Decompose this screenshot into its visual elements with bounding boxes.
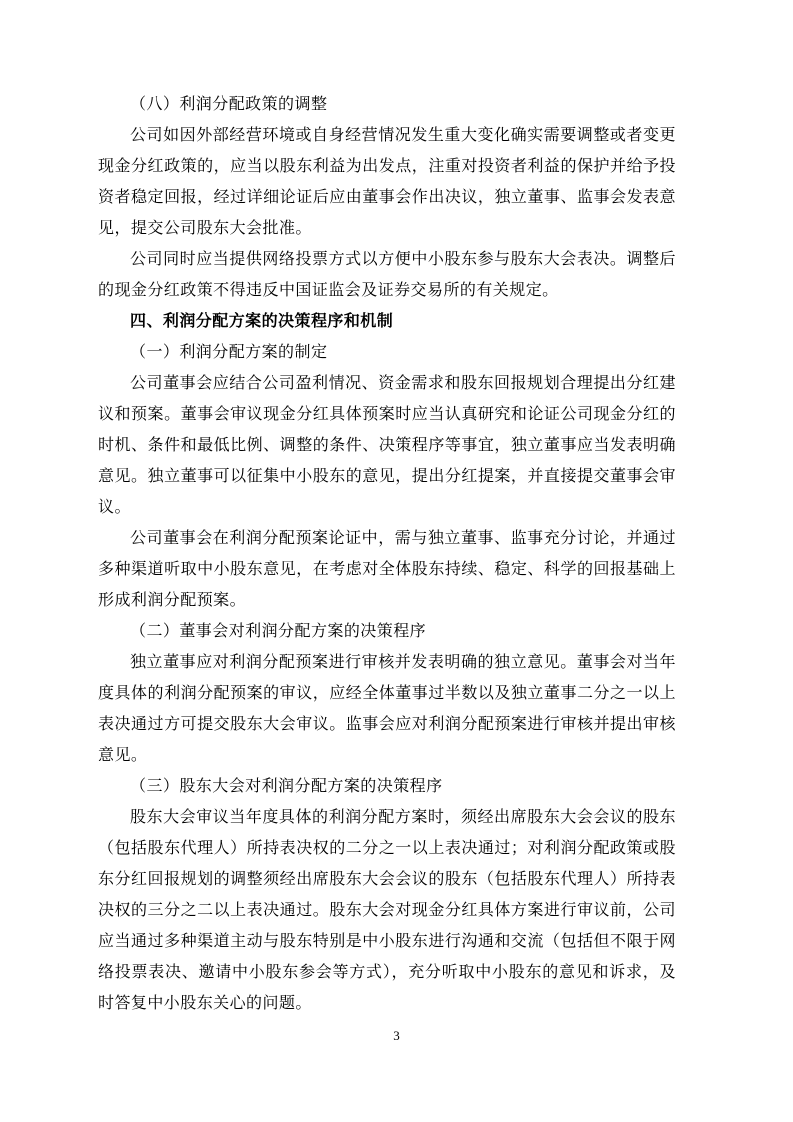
paragraph-plan-formulation-2: 公司董事会在利润分配预案论证中，需与独立董事、监事充分讨论，并通过多种渠道听取中小股东意见，在考虑对全体股东持续、稳定、科学的回报基础上形成利润分配预案。 xyxy=(98,530,676,609)
subheading-3-shareholders-meeting-procedure: （三）股东大会对利润分配方案的决策程序 xyxy=(130,778,443,795)
paragraph-policy-adjustment-2: 公司同时应当提供网络投票方式以方便中小股东参与股东大会表决。调整后的现金分红政策不得违反中国证监会及证券交易所的有关规定。 xyxy=(98,251,676,299)
subheading-8-policy-adjustment: （八）利润分配政策的调整 xyxy=(130,96,328,113)
document-body xyxy=(98,89,676,1019)
subheading-2-board-procedure: （二）董事会对利润分配方案的决策程序 xyxy=(130,623,427,640)
paragraph-plan-formulation-1: 公司董事会应结合公司盈利情况、资金需求和股东回报规划合理提出分红建议和预案。董事会审议现金分红具体预案时应当认真研究和论证公司现金分红的时机、条件和最低比例、调整的条件、决策程序等事宜，独立董事应当发表明确意见。独立董事可以征集中小股东的意见，提出分红提案，并直接提交董事会审议。 xyxy=(98,375,676,516)
page-number: 3 xyxy=(393,1028,400,1043)
paragraph-shareholders-meeting-procedure: 股东大会审议当年度具体的利润分配方案时，须经出席股东大会会议的股东（包括股东代理人）所持表决权的二分之一以上表决通过；对利润分配政策或股东分红回报规划的调整须经出席股东大会会议的股东（包括股东代理人）所持表决权的三分之二以上表决通过。股东大会对现金分红具体方案进行审议前，公司应当通过多种渠道主动与股东特别是中小股东进行沟通和交流（包括但不限于网络投票表决、邀请中小股东参会等方式），充分听取中小股东的意见和诉求，及时答复中小股东关心的问题。 xyxy=(98,809,676,1012)
paragraph-policy-adjustment-1: 公司如因外部经营环境或自身经营情况发生重大变化确实需要调整或者变更现金分红政策的，应当以股东利益为出发点，注重对投资者利益的保护并给予投资者稳定回报，经过详细论证后应由董事会作出决议，独立董事、监事会发表意见，提交公司股东大会批准。 xyxy=(98,127,676,237)
subheading-1-plan-formulation: （一）利润分配方案的制定 xyxy=(130,344,328,361)
heading-4-decision-procedure: 四、利润分配方案的决策程序和机制 xyxy=(130,313,394,330)
paragraph-board-procedure: 独立董事应对利润分配预案进行审核并发表明确的独立意见。董事会对当年度具体的利润分配预案的审议，应经全体董事过半数以及独立董事二分之一以上表决通过方可提交股东大会审议。监事会应对利润分配预案进行审核并提出审核意见。 xyxy=(98,654,676,764)
